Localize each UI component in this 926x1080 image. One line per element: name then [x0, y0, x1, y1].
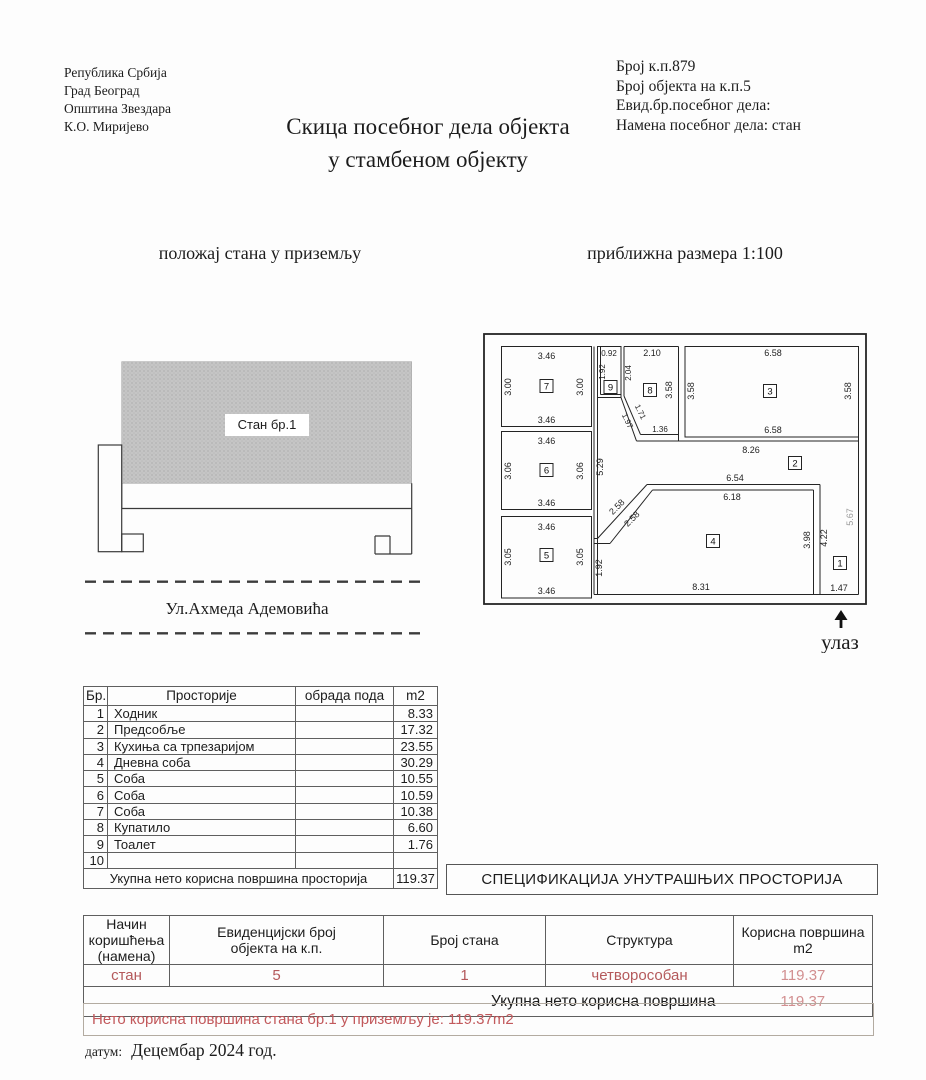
date-line	[85, 1040, 277, 1061]
net-area-note-box	[83, 1003, 874, 1036]
dimension-label: 2.10	[643, 348, 661, 358]
spec-title: СПЕЦИФИКАЦИЈА УНУТРАШЊИХ ПРОСТОРИЈА	[481, 871, 843, 888]
summary-header-row	[84, 916, 873, 965]
rooms-table-cell: Ходник	[108, 706, 296, 722]
rooms-table-cell: 2	[84, 722, 108, 738]
room-number-box	[834, 557, 847, 570]
dimension-label: 3.46	[537, 351, 556, 361]
parcel-info-line: Евид.бр.посебног дела:	[616, 97, 771, 114]
col-header-number: Бр.	[84, 687, 108, 706]
room-number-box	[644, 384, 657, 397]
parcel-info-line: Број објекта на к.п.5	[616, 77, 751, 95]
dimension-label: 8.26	[742, 445, 760, 455]
summary-header-cell: Евиденцијски број објекта на к.п.	[170, 916, 384, 965]
rooms-table-cell: 23.55	[394, 738, 438, 754]
dimension-label: 3.58	[843, 382, 853, 400]
dimension-label: 3.06	[503, 462, 513, 480]
rooms-table-cell: Тоалет	[108, 836, 296, 852]
room-number-box	[604, 381, 617, 394]
document-title-line2: у стамбеном објекту	[328, 147, 528, 172]
summary-header-cell: Корисна површина m2	[734, 916, 873, 965]
rooms-table-cell	[296, 852, 394, 868]
rooms-table-cell: 17.32	[394, 722, 438, 738]
room-number-box	[707, 535, 720, 548]
summary-value-cell: стан	[84, 965, 170, 987]
document-title-line1: Скица посебног дела објекта	[286, 114, 570, 139]
rooms-table	[83, 686, 438, 889]
room-number-box	[540, 549, 553, 562]
rooms-table-cell: Предсобље	[108, 722, 296, 738]
rooms-table-cell: 30.29	[394, 754, 438, 770]
rooms-table-cell	[296, 803, 394, 819]
dimension-label: 6.58	[764, 348, 782, 358]
document-title	[238, 110, 618, 176]
dimension-label: 5.67	[845, 508, 855, 526]
dimension-label: 2.58	[622, 509, 642, 529]
rooms-table-cell: Соба	[108, 787, 296, 803]
room-number-box	[540, 464, 553, 477]
summary-table	[83, 915, 873, 1017]
date-label: датум:	[85, 1044, 123, 1059]
rooms-table-cell	[296, 722, 394, 738]
rooms-table-row	[84, 738, 438, 754]
dimension-label: 2.04	[624, 365, 633, 381]
room-number: 3	[767, 386, 773, 398]
issuer-line: К.О. Миријево	[64, 119, 149, 134]
rooms-table-cell	[394, 852, 438, 868]
rooms-table-cell	[296, 836, 394, 852]
rooms-table-cell: 10.59	[394, 787, 438, 803]
building-label: Стан бр.1	[237, 417, 297, 432]
issuer-line: Општина Звездара	[64, 101, 171, 116]
dimension-label: 3.00	[575, 378, 585, 396]
rooms-table-cell: Кухиња са трпезаријом	[108, 738, 296, 754]
rooms-table-cell: Купатило	[108, 820, 296, 836]
summary-value-cell: 1	[384, 965, 546, 987]
rooms-table-cell	[296, 820, 394, 836]
summary-total-value: 119.37	[734, 987, 873, 1017]
subtitle-scale: приближна размера 1:100	[587, 243, 783, 263]
dimension-label: 1.92	[594, 559, 604, 577]
dimension-label: 3.00	[503, 378, 513, 396]
rooms-table-cell	[108, 852, 296, 868]
rooms-table-row	[84, 771, 438, 787]
dimension-label: 1.36	[652, 425, 668, 434]
rooms-table-row	[84, 722, 438, 738]
entrance-label: улаз	[821, 630, 859, 653]
rooms-table-row	[84, 852, 438, 868]
dimension-label: 4.22	[819, 529, 829, 547]
rooms-total-value: 119.37	[394, 868, 438, 888]
rooms-table-header-row	[84, 687, 438, 706]
parcel-info-line: Број к.п.879	[616, 58, 696, 75]
rooms-table-cell: 10.38	[394, 803, 438, 819]
rooms-table-cell: 4	[84, 754, 108, 770]
dimension-label: 3.46	[537, 586, 556, 596]
dimension-label: 6.58	[764, 425, 782, 435]
dimension-label: 1.47	[830, 583, 848, 593]
issuer-block	[64, 64, 171, 136]
rooms-table-row	[84, 803, 438, 819]
floor-plan-figure	[483, 333, 867, 653]
rooms-table-cell	[296, 771, 394, 787]
rooms-table-cell: 10	[84, 852, 108, 868]
dimension-label: 6.54	[726, 473, 744, 483]
room-number-box	[540, 380, 553, 393]
dimension-label: 6.18	[723, 492, 741, 502]
dimension-label: 3.05	[575, 548, 585, 566]
rooms-table-row	[84, 787, 438, 803]
rooms-table-cell: Соба	[108, 803, 296, 819]
spec-title-box	[446, 864, 878, 895]
col-header-m2: m2	[394, 687, 438, 706]
rooms-table-total-row	[84, 868, 438, 888]
rooms-table-row	[84, 754, 438, 770]
rooms-table-row	[84, 820, 438, 836]
dimension-label: 1.97	[619, 411, 635, 430]
col-header-floor-finish: обрада пода	[296, 687, 394, 706]
rooms-table-cell	[296, 754, 394, 770]
rooms-table-cell: 1	[84, 706, 108, 722]
dimension-label: 3.06	[575, 462, 585, 480]
rooms-table-cell: 8	[84, 820, 108, 836]
dimension-label: 3.46	[537, 522, 556, 532]
summary-header-cell: Структура	[546, 916, 734, 965]
summary-header-cell: Број стана	[384, 916, 546, 965]
site-plan-figure	[75, 330, 425, 640]
room-number-box	[764, 385, 777, 398]
summary-value-cell: 119.37	[734, 965, 873, 987]
dimension-label: 0.92	[601, 349, 617, 358]
rooms-table-row	[84, 836, 438, 852]
net-area-note: Нето корисна површина стана бр.1 у приземљу је: 119.37m2	[92, 1011, 514, 1028]
plan-room-numbers	[537, 380, 847, 570]
room-number: 9	[607, 382, 614, 394]
entrance-arrow	[835, 610, 848, 628]
room-number: 5	[543, 550, 550, 562]
summary-values-row	[84, 965, 873, 987]
rooms-table-cell: 10.55	[394, 771, 438, 787]
rooms-table-cell: 1.76	[394, 836, 438, 852]
rooms-table-cell: 8.33	[394, 706, 438, 722]
dimension-label: 3.46	[537, 415, 556, 425]
dimension-label: 3.05	[503, 548, 513, 566]
room-number-box	[789, 457, 802, 470]
issuer-line: Град Београд	[64, 83, 140, 98]
dimension-label: 1.92	[598, 364, 607, 380]
dimension-label: 8.31	[692, 582, 710, 592]
rooms-table-cell: 9	[84, 836, 108, 852]
rooms-table-cell: Дневна соба	[108, 754, 296, 770]
rooms-table-cell	[296, 706, 394, 722]
dimension-label: 5.29	[595, 458, 605, 476]
summary-value-cell: 5	[170, 965, 384, 987]
rooms-table-row	[84, 706, 438, 722]
rooms-total-label: Укупна нето корисна површина просторија	[84, 868, 394, 888]
summary-header-cell: Начин коришћења (намена)	[84, 916, 170, 965]
subtitle-position: положај стана у приземљу	[158, 243, 362, 263]
dimension-label: 3.58	[664, 381, 674, 399]
dimension-label: 3.46	[537, 436, 556, 446]
summary-value-cell: четворособан	[546, 965, 734, 987]
rooms-table-cell: 6.60	[394, 820, 438, 836]
room-number: 8	[647, 385, 653, 397]
dimension-label: 3.46	[537, 498, 556, 508]
rooms-table-cell: 6	[84, 787, 108, 803]
room-number: 4	[710, 536, 716, 548]
rooms-table-cell: Соба	[108, 771, 296, 787]
rooms-table-cell: 5	[84, 771, 108, 787]
rooms-table-cell: 3	[84, 738, 108, 754]
room-number: 1	[837, 558, 843, 570]
street-name: Ул.Ахмеда Адемовића	[165, 599, 329, 618]
dimension-label: 1.71	[632, 402, 648, 421]
rooms-table-cell	[296, 787, 394, 803]
col-header-rooms: Просторије	[108, 687, 296, 706]
parcel-info-block	[616, 57, 801, 135]
issuer-line: Република Србија	[64, 65, 167, 80]
parcel-info-line: Намена посебног дела: стан	[616, 116, 801, 134]
summary-total-label: Укупна нето корисна површина	[84, 987, 734, 1017]
rooms-table-cell: 7	[84, 803, 108, 819]
room-number: 2	[792, 458, 798, 470]
date-value: Децембар 2024 год.	[131, 1040, 277, 1060]
dimension-label: 3.58	[686, 382, 696, 400]
dimension-label: 2.58	[607, 497, 627, 517]
room-number: 7	[543, 381, 550, 393]
dimension-label: 3.98	[802, 531, 812, 549]
rooms-table-cell	[296, 738, 394, 754]
room-number: 6	[543, 465, 550, 477]
